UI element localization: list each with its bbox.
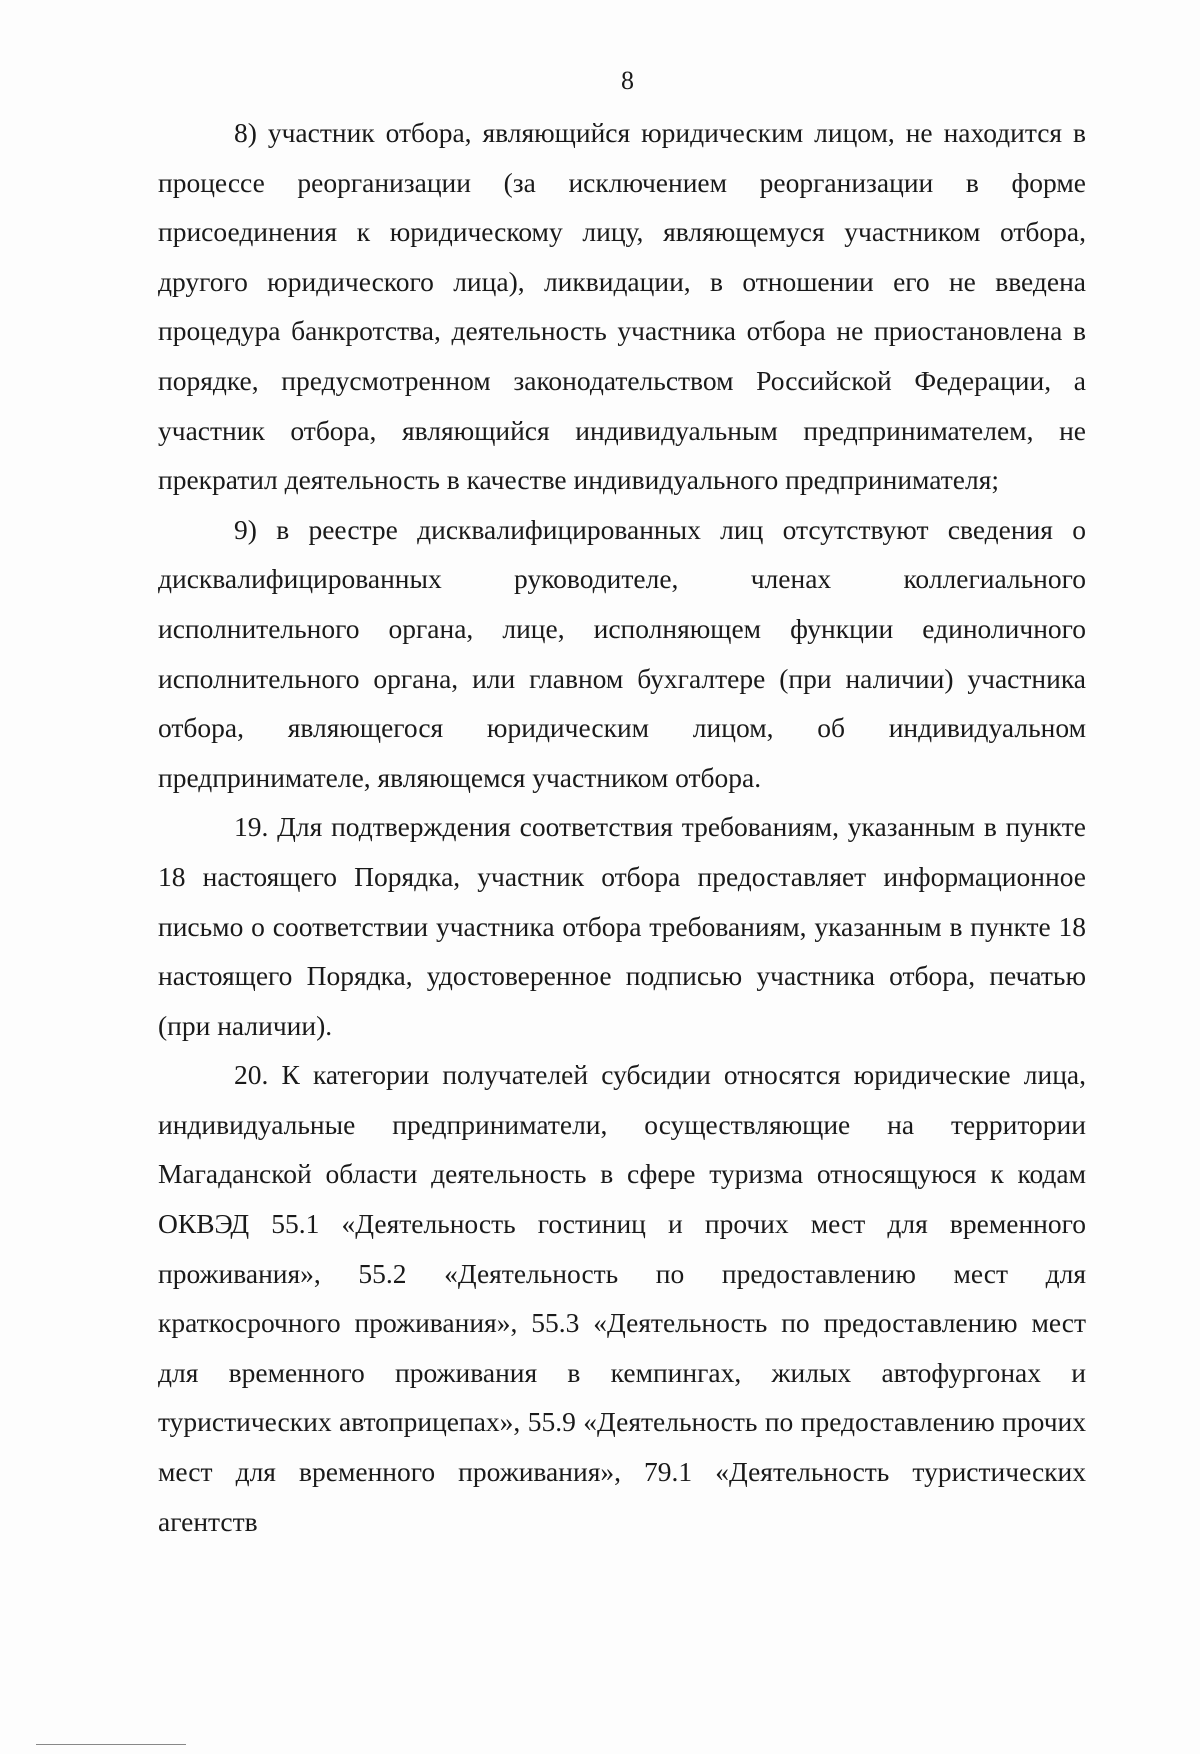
paragraph-clause-19: 19. Для подтверждения соответствия требованиям, указанным в пункте 18 настоящего Порядка, участник отбора предоставляет информационное письмо о соответствии участника отбора требованиям, указанным в пункте 18 настоящего Порядка, удостоверенное подписью участника отбора, печатью (при наличии).: [158, 811, 1086, 1041]
footer-divider: [36, 1744, 186, 1745]
paragraph-clause-20: 20. К категории получателей субсидии относятся юридические лица, индивидуальные предприниматели, осуществляющие на территории Магаданской области деятельность в сфере туризма относящуюся к кодам ОКВЭД 55.1 «Деятельность гостиниц и прочих мест для временного проживания», 55.2 «Деятельность по предоставлению мест для краткосрочного проживания», 55.3 «Деятельность по предоставлению мест для временного проживания в кемпингах, жилых автофургонах и туристических автоприцепах», 55.9 «Деятельность по предоставлению прочих мест для временного проживания», 79.1 «Деятельность туристических агентств: [158, 1059, 1086, 1537]
page-number: 8: [621, 66, 634, 95]
document-body: [158, 108, 1086, 1546]
paragraph-item-9: 9) в реестре дисквалифицированных лиц отсутствуют сведения о дисквалифицированных руководителе, членах коллегиального исполнительного органа, лице, исполняющем функции единоличного исполнительного органа, или главном бухгалтере (при наличии) участника отбора, являющегося юридическим лицом, об индивидуальном предпринимателе, являющемся участником отбора.: [158, 513, 1086, 793]
paragraph-item-8: 8) участник отбора, являющийся юридическим лицом, не находится в процессе реорганизации (за исключением реорганизации в форме присоединения к юридическому лицу, являющемуся участником отбора, другого юридического лица), ликвидации, в отношении его не введена процедура банкротства, деятельность участника отбора не приостановлена в порядке, предусмотренном законодательством Российской Федерации, а участник отбора, являющийся индивидуальным предпринимателем, не прекратил деятельность в качестве индивидуального предпринимателя;: [158, 117, 1086, 496]
